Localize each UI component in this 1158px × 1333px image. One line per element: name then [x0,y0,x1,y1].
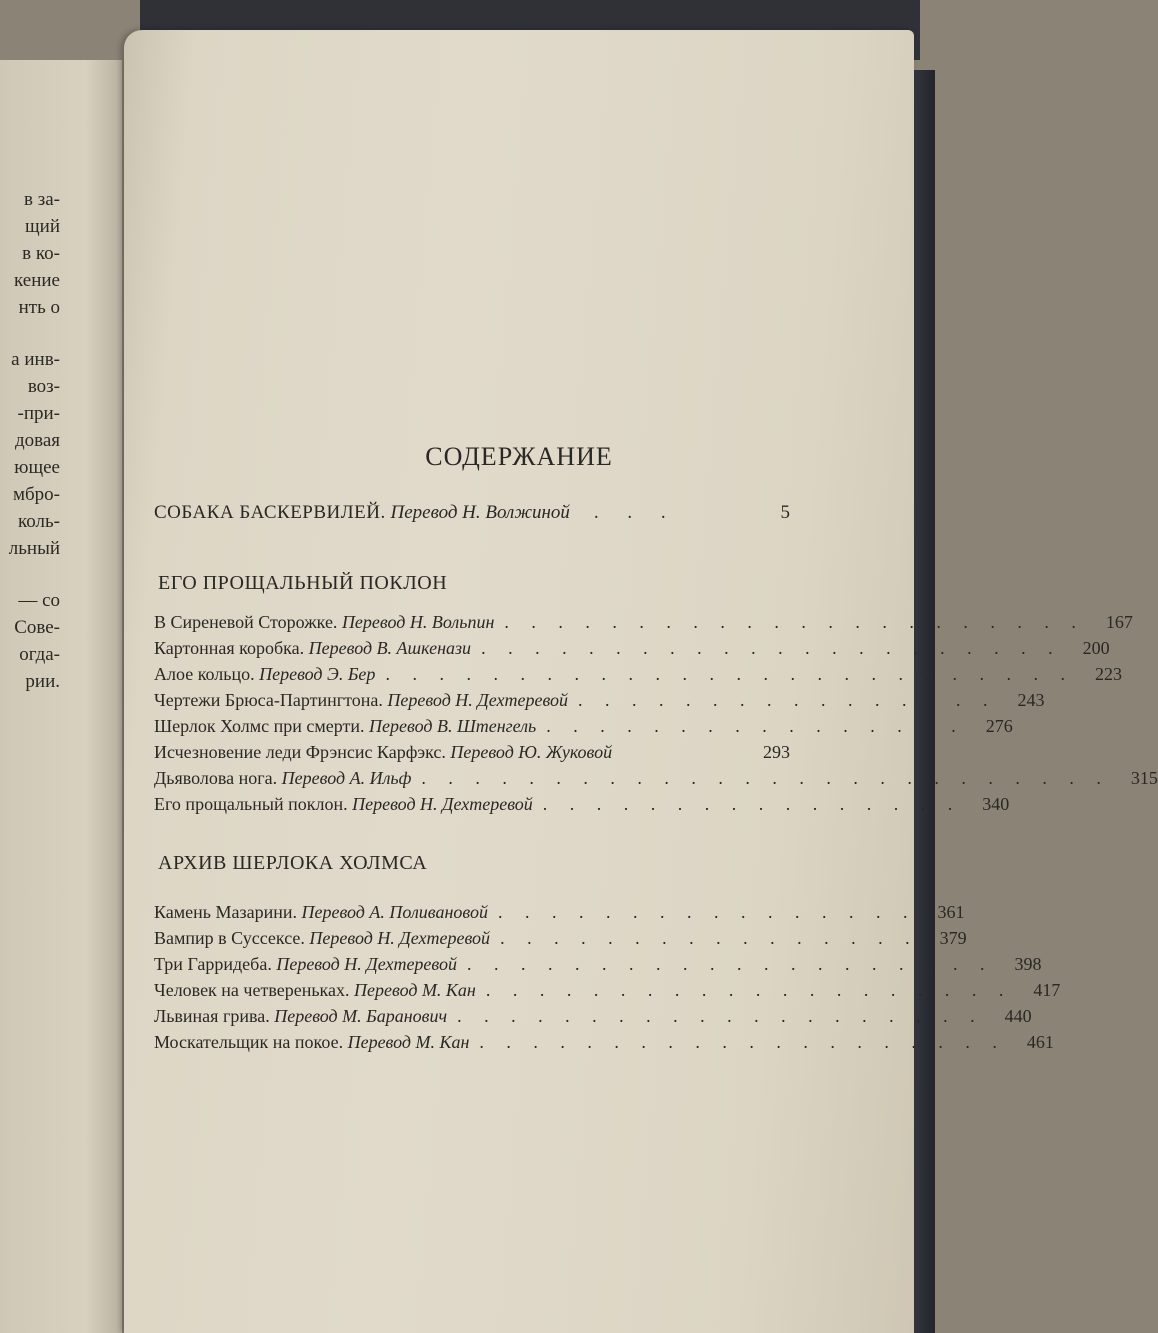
left-page-fragment: воз- [27,376,60,397]
left-page-fragment: Сове- [14,617,60,638]
section-heading: АРХИВ ШЕРЛОКА ХОЛМСА [158,852,428,874]
toc-entry-title: Картонная коробка. [154,638,305,658]
toc-entry-leader: . . . . . . . . . . . . . . . . [546,716,965,736]
toc-entry-page: 340 [982,794,1010,814]
toc-entry-leader: . . . . . . . . . . . . . . . . [542,794,962,814]
toc-entry-page: 223 [1094,664,1122,684]
toc-entry-leader: . . . . . . . . . . . . . . . . . . . . [479,1032,1006,1052]
toc-entry-title: Камень Мазарини. [154,902,297,922]
left-page-fragment: -при- [17,403,60,424]
toc-entry [154,794,1010,818]
toc-entry-page: 361 [937,902,965,922]
left-page-fragment: кение [14,270,60,291]
toc-entry-translator: Перевод А. Ильф [281,768,412,788]
toc-entry-leader: . . . . . . . . . . . . . . . . . . . . [485,980,1013,1000]
toc-entry [154,638,1110,662]
toc-entry [154,1032,1054,1056]
toc-entry-title: Шерлок Холмс при смерти. [154,716,365,736]
toc-entry-title: Чертежи Брюса-Партингтона. [154,690,383,710]
contents-page [124,30,1158,1333]
left-page-fragment: мбро- [12,484,60,505]
left-page-fragment: льный [8,538,60,559]
toc-entry-leader: . . . . . . . . . . . . . . . . . . . . . . [481,638,1062,658]
toc-entry-title: Алое кольцо. [154,664,255,684]
toc-entry-translator: Перевод М. Баранович [274,1006,448,1026]
toc-entry-page: 243 [1017,690,1045,710]
toc-entry-page: 315 [1130,768,1158,788]
toc-entry-page: 5 [780,502,790,523]
toc-entry-leader: . . . . . . . . . . . . . . . . . . . . . . . . . . [385,664,1074,684]
toc-entry-translator: Перевод М. Кан [347,1032,470,1052]
toc-entry-leader: . . . . . . . . . . . . . . . . [500,928,919,948]
toc-entry [154,502,790,526]
toc-entry [154,690,1045,714]
toc-entry-translator: Перевод Н. Дехтеревой [309,928,491,948]
left-page-fragment: огда- [19,644,60,665]
toc-entry-title: Дьяволова нога. [154,768,278,788]
section-heading: ЕГО ПРОЩАЛЬНЫЙ ПОКЛОН [158,572,448,594]
toc-entry-title: Львиная грива. [154,1006,270,1026]
toc-entry-leader: . . . . . . . . . . . . . . . . . . . . . . [504,612,1085,632]
toc-entry-translator: Перевод А. Поливановой [301,902,488,922]
toc-entry-translator: Перевод Ю. Жуковой [450,742,613,762]
left-page-fragment: ющее [14,457,60,478]
toc-entry-page: 200 [1082,638,1110,658]
toc-entry-title: Вампир в Суссексе. [154,928,305,948]
toc-entry-page: 167 [1105,612,1133,632]
toc-entry-page: 440 [1004,1006,1032,1026]
toc-entry [154,742,790,766]
page-title: СОДЕРЖАНИЕ [425,442,613,471]
toc-entry-translator: Перевод Н. Волжиной [390,502,570,523]
toc-entry [154,1006,1032,1030]
toc-entry-title: Исчезновение леди Фрэнсис Карфэкс. [154,742,446,762]
toc-entry-title: СОБАКА БАСКЕРВИЛЕЙ. [154,502,386,523]
toc-entry-translator: Перевод Э. Бер [259,664,376,684]
toc-entry [154,980,1061,1004]
toc-entry-translator: Перевод Н. Дехтеревой [276,954,457,974]
toc-entry-page: 461 [1026,1032,1054,1052]
toc-entry-translator: Перевод В. Штенгель [369,716,537,736]
toc-entry-translator: Перевод М. Кан [354,980,476,1000]
toc-entry [154,716,1013,740]
toc-entry-title: Человек на четвереньках. [154,980,350,1000]
toc-entry-title: Три Гарридеба. [154,954,272,974]
toc-entry [154,768,1158,792]
toc-entry [154,612,1133,636]
toc-entry-leader: . . . . . . . . . . . . . . . . [578,690,997,710]
toc-entry-page: 276 [985,716,1013,736]
toc-entry-translator: Перевод Н. Вольпин [341,612,495,632]
toc-entry-page: 398 [1014,954,1042,974]
left-page-fragment: а инв- [11,349,60,370]
left-page-fragment: коль- [18,511,60,532]
toc-entry-leader: . . . . . . . . . . . . . . . . . . . . [467,954,994,974]
toc-entry-leader: . . . . . . . . . . . . . . . . . . . . . . . . . . [421,768,1110,788]
left-page-fragment: нть о [18,297,60,318]
toc-entry-leader: . . . [593,502,678,523]
toc-entry-page: 293 [763,742,790,762]
toc-entry [154,954,1042,978]
toc-entry-title: В Сиреневой Сторожке. [154,612,338,632]
toc-entry [154,928,967,952]
left-page-fragment: в ко- [22,243,60,264]
toc-entry-leader: . . . . . . . . . . . . . . . . . . . . [457,1006,984,1026]
toc-entry-page: 417 [1033,980,1061,1000]
left-page-fragment: щий [25,216,60,237]
toc-entry-translator: Перевод Н. Дехтеревой [352,794,533,814]
left-page-fragment: в за- [24,189,60,210]
toc-entry-title: Москательщик на покое. [154,1032,344,1052]
toc-entry [154,664,1122,688]
left-page-fragment: довая [14,430,60,451]
toc-entry-translator: Перевод Н. Дехтеревой [387,690,569,710]
toc-entry-title: Его прощальный поклон. [154,794,348,814]
left-page [0,60,122,1333]
toc-entry [154,902,965,926]
toc-entry-translator: Перевод В. Ашкенази [308,638,472,658]
toc-entry-leader: . . . . . . . . . . . . . . . . [498,902,917,922]
left-page-fragment: — со [18,590,60,611]
toc-entry-page: 379 [939,928,967,948]
left-page-fragment: рии. [25,671,60,692]
